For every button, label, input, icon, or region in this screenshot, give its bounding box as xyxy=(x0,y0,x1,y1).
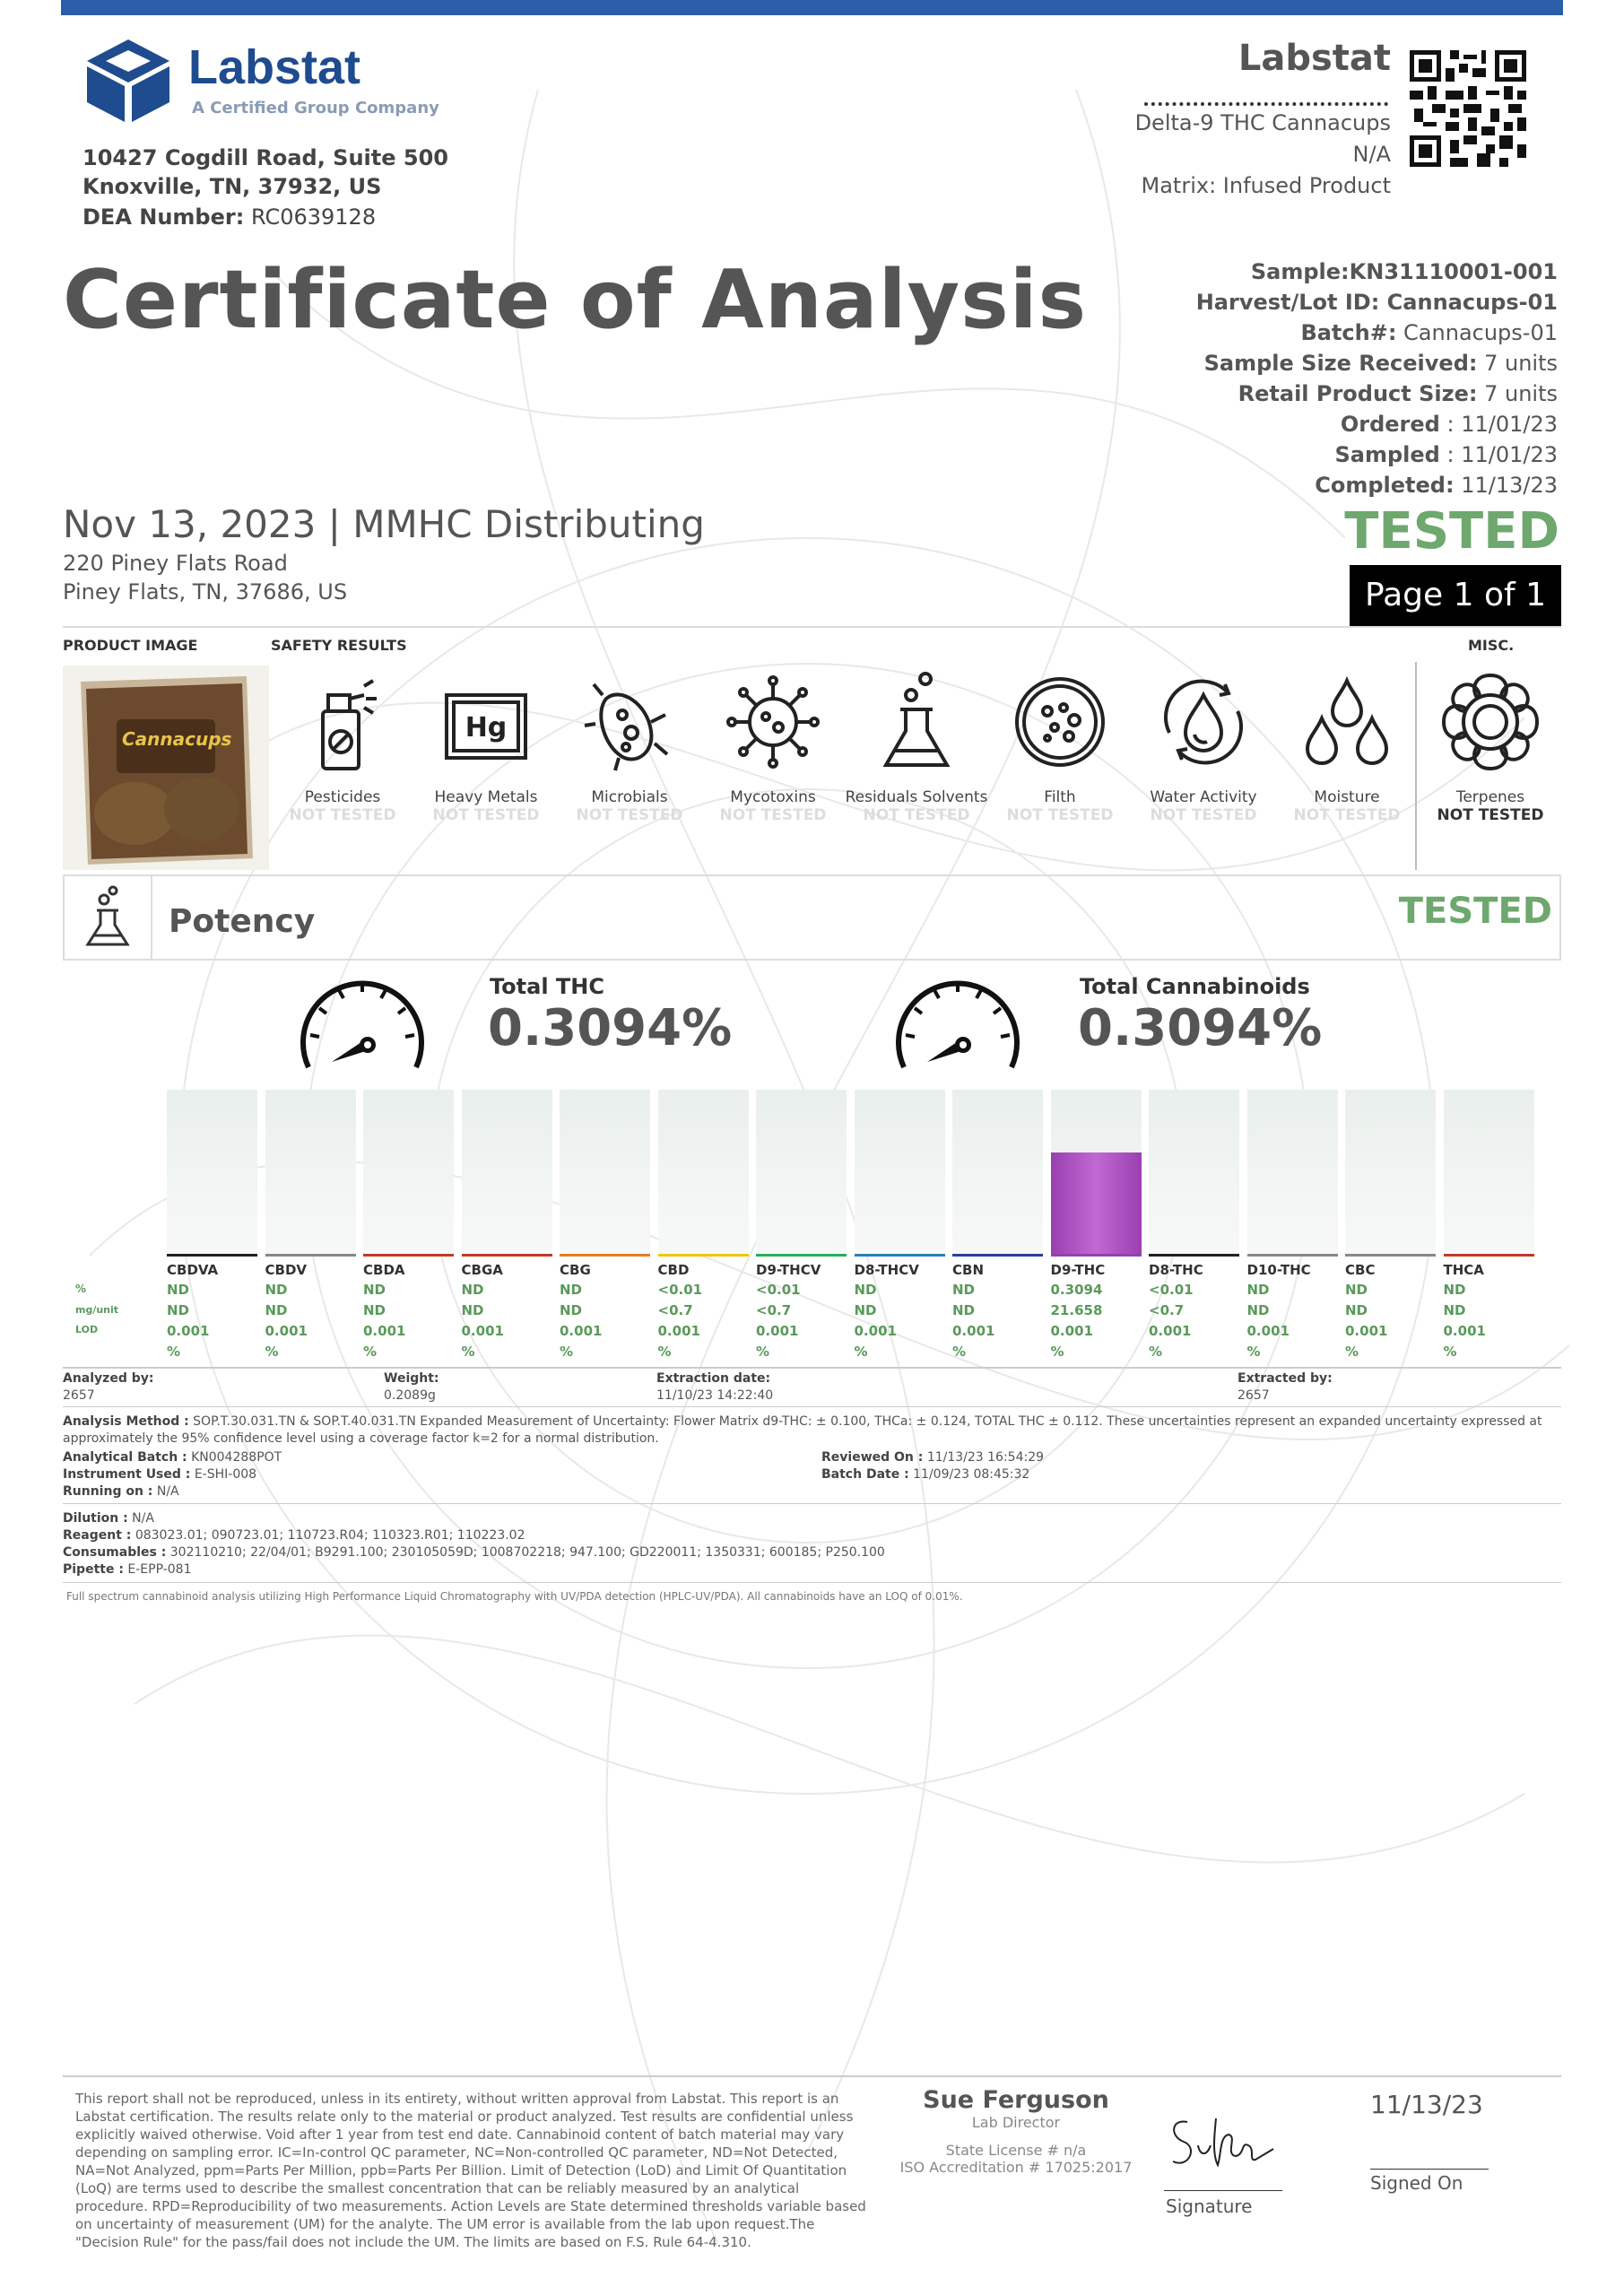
chart-column-underline xyxy=(855,1254,945,1257)
chart-category-label: CBC xyxy=(1345,1262,1376,1278)
chart-bar xyxy=(1051,1152,1142,1254)
batch-date-value: 11/09/23 08:45:32 xyxy=(908,1467,1030,1482)
chart-cell-pct: ND xyxy=(167,1282,190,1298)
iso-accreditation: ISO Accreditation # 17025:2017 xyxy=(899,2159,1133,2176)
chart-cell-lod: 0.001 xyxy=(1443,1323,1486,1339)
chart-cell-unit: % xyxy=(461,1344,475,1360)
dea-label: DEA Number: xyxy=(83,204,245,230)
chart-cell-pct: ND xyxy=(854,1282,877,1298)
potency-divider xyxy=(151,876,152,959)
signature-image xyxy=(1162,2109,1279,2185)
chart-column-bg xyxy=(1051,1090,1142,1254)
chart-column-bg xyxy=(560,1090,650,1254)
chart-column-underline xyxy=(952,1254,1043,1257)
signed-date: 11/13/23 xyxy=(1370,2090,1483,2119)
sample-info-label: Harvest/Lot ID: xyxy=(1195,290,1380,315)
chart-cell-pct: <0.01 xyxy=(1149,1282,1194,1298)
chart-cell-pct: ND xyxy=(363,1282,386,1298)
product-na: N/A xyxy=(1352,142,1391,167)
product-name: Delta-9 THC Cannacups xyxy=(1134,110,1391,135)
weight-value: 0.2089g xyxy=(384,1388,436,1403)
safety-item-filth xyxy=(988,668,1132,824)
chart-cell-unit: % xyxy=(1443,1344,1457,1360)
chart-column-underline xyxy=(265,1254,356,1257)
safety-name: Water Activity xyxy=(1150,788,1257,806)
chart-cell-lod: 0.001 xyxy=(1149,1323,1192,1339)
chart-cell-lod: 0.001 xyxy=(167,1323,210,1339)
bacteria-icon xyxy=(576,668,683,776)
potency-icon-wrap xyxy=(83,885,133,953)
chart-column-underline xyxy=(1345,1254,1436,1257)
chart-cell-lod: 0.001 xyxy=(265,1323,308,1339)
chart-cell-pct: ND xyxy=(1246,1282,1270,1298)
chart-cell-pct: ND xyxy=(1345,1282,1368,1298)
chart-cell-unit: % xyxy=(657,1344,672,1360)
total-thc-label: Total THC xyxy=(490,974,604,999)
flask-icon xyxy=(863,668,970,776)
chart-cell-unit: % xyxy=(167,1344,181,1360)
reagent xyxy=(63,1527,525,1544)
chart-cell-unit: % xyxy=(1345,1344,1359,1360)
analytical-batch-value: KN004288POT xyxy=(187,1450,282,1465)
chart-column-bg xyxy=(462,1090,552,1254)
reviewed-on-label: Reviewed On : xyxy=(821,1450,924,1465)
qr-code[interactable] xyxy=(1410,50,1526,170)
tested-status: TESTED xyxy=(1344,502,1559,561)
chart-cell-lod: 0.001 xyxy=(1345,1323,1388,1339)
chart-cell-unit: % xyxy=(363,1344,378,1360)
gauge-icon xyxy=(292,970,432,1078)
method-note: Full spectrum cannabinoid analysis utilizing High Performance Liquid Chromatography with UV/PDA detection (HPLC-UV/PDA). All cannabinoids have an LOQ of 0.01%. xyxy=(66,1590,963,1603)
consumables xyxy=(63,1544,885,1561)
page-indicator: Page 1 of 1 xyxy=(1350,565,1561,626)
sample-info-label: Sample Size Received: xyxy=(1203,351,1478,376)
chart-cell-mg: ND xyxy=(560,1302,583,1318)
pipette xyxy=(63,1561,191,1578)
safety-status: NOT TESTED xyxy=(576,806,683,824)
signer-block xyxy=(897,2086,1135,2176)
analytical-batch-label: Analytical Batch : xyxy=(63,1450,187,1465)
safety-name: Pesticides xyxy=(304,788,381,806)
chart-cell-pct: ND xyxy=(952,1282,976,1298)
chart-category-label: CBGA xyxy=(461,1262,503,1278)
qr-code-icon xyxy=(1410,50,1526,167)
product-info xyxy=(1014,108,1391,202)
sample-info-label: Retail Product Size: xyxy=(1238,381,1478,406)
chart-cell-lod: 0.001 xyxy=(657,1323,700,1339)
chart-cell-lod: 0.001 xyxy=(363,1323,406,1339)
chart-cell-pct: <0.01 xyxy=(756,1282,801,1298)
chart-category-label: D9-THCV xyxy=(756,1262,821,1278)
signed-on-line xyxy=(1370,2169,1489,2170)
chart-category-label: D8-THCV xyxy=(854,1262,919,1278)
row-label-lod: LOD xyxy=(75,1324,99,1335)
chart-category-label: CBG xyxy=(560,1262,591,1278)
sample-info xyxy=(1020,257,1558,500)
chart-category-label: CBDVA xyxy=(167,1262,219,1278)
sample-info-value: KN31110001-001 xyxy=(1349,259,1558,284)
product-image xyxy=(63,665,269,870)
chart-column-bg xyxy=(855,1090,945,1254)
extracted-by-value: 2657 xyxy=(1238,1388,1270,1403)
signature-line xyxy=(1164,2190,1282,2191)
extraction-date-label: Extraction date: xyxy=(656,1371,771,1386)
chart-column-underline xyxy=(658,1254,749,1257)
potency-status: TESTED xyxy=(1398,891,1552,932)
divider xyxy=(63,1503,1561,1504)
reagent-label: Reagent : xyxy=(63,1528,132,1543)
chart-cell-mg: ND xyxy=(1246,1302,1270,1318)
extraction-date-value: 11/10/23 14:22:40 xyxy=(656,1388,774,1403)
chart-column-underline xyxy=(462,1254,552,1257)
chart-cell-mg: ND xyxy=(1443,1302,1466,1318)
chart-column-bg xyxy=(363,1090,454,1254)
chart-cell-mg: ND xyxy=(363,1302,386,1318)
chart-cell-unit: % xyxy=(1246,1344,1261,1360)
chart-cell-mg: ND xyxy=(1345,1302,1368,1318)
extraction-date xyxy=(656,1370,773,1405)
chart-column-bg xyxy=(167,1090,257,1254)
dilution xyxy=(63,1510,154,1527)
lab-address-line1: 10427 Cogdill Road, Suite 500 xyxy=(83,145,448,170)
chart-cell-pct: <0.01 xyxy=(657,1282,703,1298)
safety-name: Residuals Solvents xyxy=(845,788,988,806)
instrument-label: Instrument Used : xyxy=(63,1467,191,1482)
safety-name: Microbials xyxy=(591,788,668,806)
chart-cell-mg: ND xyxy=(461,1302,484,1318)
pipette-value: E-EPP-081 xyxy=(123,1562,192,1577)
running-on-value: N/A xyxy=(152,1484,179,1499)
analyzed-by-label: Analyzed by: xyxy=(63,1371,154,1386)
sample-info-value: : 11/01/23 xyxy=(1439,442,1558,467)
safety-status: NOT TESTED xyxy=(719,806,827,824)
batch-date-label: Batch Date : xyxy=(821,1467,909,1482)
chart-category-label: D9-THC xyxy=(1050,1262,1106,1278)
page-title: Certificate of Analysis xyxy=(63,253,1088,347)
sample-info-row xyxy=(1020,439,1558,470)
chart-category-label: CBDV xyxy=(265,1262,308,1278)
lab-name: Labstat xyxy=(188,40,361,94)
chart-cell-mg: ND xyxy=(265,1302,288,1318)
misc-divider xyxy=(1415,662,1417,870)
chart-column-bg xyxy=(1444,1090,1534,1254)
cannabinoids-gauge xyxy=(888,970,1028,1082)
misc-name: Terpenes xyxy=(1455,788,1525,806)
svg-text:Hg: Hg xyxy=(465,712,508,744)
chart-column-underline xyxy=(1051,1254,1142,1257)
consumables-value: 302110210; 22/04/01; B9291.100; 230105059D; 1008702218; 947.100; GD220011; 1350331; 600185; P250.100 xyxy=(166,1545,885,1560)
chart-cell-mg: <0.7 xyxy=(657,1302,693,1318)
sample-info-label: Sample: xyxy=(1250,259,1350,284)
lab-tagline: A Certified Group Company xyxy=(192,99,439,117)
divider xyxy=(63,626,1561,628)
lab-address-line2: Knoxville, TN, 37932, US xyxy=(83,174,382,199)
chart-column-underline xyxy=(1444,1254,1534,1257)
weight-label: Weight: xyxy=(384,1371,439,1386)
chart-column-underline xyxy=(1247,1254,1338,1257)
chart-column-bg xyxy=(265,1090,356,1254)
safety-item-residuals-solvents xyxy=(845,668,988,824)
total-cannabinoids-value: 0.3094% xyxy=(1078,999,1323,1057)
sample-info-label: Sampled xyxy=(1334,442,1440,467)
sample-info-label: Completed: xyxy=(1315,473,1455,498)
divider xyxy=(63,1406,1561,1407)
signer-title: Lab Director xyxy=(971,2114,1061,2131)
chart-cell-lod: 0.001 xyxy=(461,1323,504,1339)
chart-cell-lod: 0.001 xyxy=(952,1323,995,1339)
chart-cell-mg: <0.7 xyxy=(756,1302,792,1318)
safety-status: NOT TESTED xyxy=(289,806,396,824)
product-lab-name: Labstat xyxy=(1238,38,1391,79)
flower-icon xyxy=(1437,668,1544,776)
chart-cell-lod: 0.001 xyxy=(1246,1323,1290,1339)
chart-column-underline xyxy=(1149,1254,1239,1257)
running-on-label: Running on : xyxy=(63,1484,153,1499)
chart-column-underline xyxy=(363,1254,454,1257)
potency-title: Potency xyxy=(169,903,316,940)
safety-status: NOT TESTED xyxy=(863,806,970,824)
client-address xyxy=(63,549,347,606)
chart-column-bg xyxy=(952,1090,1043,1254)
disclaimer: This report shall not be reproduced, unless in its entirety, without written approval from Labstat. This report is an Labstat certification. The results relate only to the material or product analyzed. Test results are confidential unless explicitly waived otherwise. Void after 1 year from test end date. Cannabinoid content of batch material may vary depending on sampling error. IC=In-control QC parameter, NC=Non-controlled QC parameter, ND=Not Detected, NA=Not Analyzed, ppm=Parts Per Million, ppb=Parts Per Billion. Limit of Detection (LoD) and Limit Of Quantitation (LoQ) are terms used to describe the smallest concentration that can be reliably measured by an analytical procedure. RPD=Reproducibility of two measurements. Action Levels are State determined thresholds variable based on uncertainty of measurement (UM) for the analyte. The UM error is available from the lab upon request.The "Decision Rule" for the pass/fail does not include the UM. The limits are based on F.S. Rule 64-4.310. xyxy=(75,2091,866,2250)
product-package-image xyxy=(63,665,269,870)
chart-column-bg xyxy=(756,1090,847,1254)
top-accent-bar xyxy=(61,0,1563,15)
chart-column-bg xyxy=(1345,1090,1436,1254)
chart-cell-unit: % xyxy=(952,1344,967,1360)
reagent-value: 083023.01; 090723.01; 110723.R04; 110323.R01; 110223.02 xyxy=(131,1528,525,1543)
misc-header: MISC. xyxy=(1468,637,1515,654)
chart-column-underline xyxy=(560,1254,650,1257)
misc-status: NOT TESTED xyxy=(1437,806,1544,824)
analysis-method-label: Analysis Method : xyxy=(63,1414,189,1429)
sample-info-row xyxy=(1020,470,1558,500)
handwritten-signature xyxy=(1162,2109,1279,2181)
row-label-pct: % xyxy=(75,1283,87,1295)
divider xyxy=(63,1582,1561,1583)
safety-name: Mycotoxins xyxy=(730,788,816,806)
batch-date xyxy=(821,1466,1029,1483)
client-heading: Nov 13, 2023 | MMHC Distributing xyxy=(63,502,705,546)
chart-category-label: THCA xyxy=(1443,1262,1484,1278)
sample-info-row xyxy=(1020,257,1558,287)
sample-info-value: 11/13/23 xyxy=(1454,473,1558,498)
extracted-by-label: Extracted by: xyxy=(1238,1371,1333,1386)
labstat-logo xyxy=(81,36,176,129)
chart-category-label: CBD xyxy=(657,1262,690,1278)
safety-item-pesticides xyxy=(271,668,414,824)
chart-cell-unit: % xyxy=(756,1344,770,1360)
chart-category-label: CBN xyxy=(952,1262,984,1278)
safety-item-water-activity xyxy=(1132,668,1275,824)
sample-info-row xyxy=(1020,409,1558,439)
water-drop-icon xyxy=(1150,668,1257,776)
reviewed-on-value: 11/13/23 16:54:29 xyxy=(923,1450,1045,1465)
safety-status: NOT TESTED xyxy=(1150,806,1257,824)
chart-cell-mg: 21.658 xyxy=(1050,1302,1103,1318)
instrument-value: E-SHI-008 xyxy=(190,1467,257,1482)
chart-category-label: D8-THC xyxy=(1149,1262,1203,1278)
sample-info-value: 7 units xyxy=(1477,381,1558,406)
flask-icon xyxy=(83,885,133,950)
safety-status: NOT TESTED xyxy=(1293,806,1401,824)
extracted-by xyxy=(1238,1370,1333,1405)
dotted-divider xyxy=(1144,102,1388,106)
instrument-used xyxy=(63,1466,256,1483)
chart-cell-mg: ND xyxy=(854,1302,877,1318)
total-thc-value: 0.3094% xyxy=(488,999,733,1057)
total-cannabinoids-label: Total Cannabinoids xyxy=(1080,974,1310,999)
droplets-icon xyxy=(1293,668,1401,776)
chart-column-bg xyxy=(1149,1090,1239,1254)
chart-cell-lod: 0.001 xyxy=(560,1323,603,1339)
safety-results-header: SAFETY RESULTS xyxy=(271,637,407,654)
chart-cell-lod: 0.001 xyxy=(854,1323,897,1339)
chart-cell-mg: <0.7 xyxy=(1149,1302,1185,1318)
thc-gauge xyxy=(292,970,432,1082)
sample-info-row xyxy=(1020,287,1558,317)
hg-icon xyxy=(432,668,540,776)
product-image-header: PRODUCT IMAGE xyxy=(63,637,198,654)
chart-cell-mg: ND xyxy=(952,1302,976,1318)
safety-name: Filth xyxy=(1044,788,1076,806)
chart-column-underline xyxy=(756,1254,847,1257)
chart-column-underline xyxy=(167,1254,257,1257)
sample-info-row xyxy=(1020,317,1558,348)
row-label-mg: mg/unit xyxy=(75,1304,119,1316)
safety-status: NOT TESTED xyxy=(1006,806,1114,824)
chart-cell-pct: ND xyxy=(461,1282,484,1298)
weight xyxy=(384,1370,439,1405)
sample-info-value: : 11/01/23 xyxy=(1439,412,1558,437)
gauge-icon xyxy=(888,970,1028,1078)
chart-column-bg xyxy=(1247,1090,1338,1254)
virus-icon xyxy=(719,668,827,776)
product-image-label: Cannacups xyxy=(122,728,232,750)
analyzed-by-value: 2657 xyxy=(63,1388,95,1403)
safety-name: Heavy Metals xyxy=(434,788,538,806)
product-matrix: Matrix: Infused Product xyxy=(1141,173,1391,198)
sample-info-label: Ordered xyxy=(1340,412,1440,437)
safety-item-mycotoxins xyxy=(701,668,845,824)
analytical-batch xyxy=(63,1449,282,1466)
chart-cell-unit: % xyxy=(1050,1344,1064,1360)
potency-header xyxy=(63,874,1561,961)
dea-value: RC0639128 xyxy=(250,204,377,230)
signed-on-label: Signed On xyxy=(1370,2172,1463,2194)
footer-divider xyxy=(63,2075,1561,2077)
sample-info-row xyxy=(1020,378,1558,409)
safety-item-microbials xyxy=(558,668,701,824)
chart-column-bg xyxy=(658,1090,749,1254)
safety-status: NOT TESTED xyxy=(432,806,540,824)
chart-category-label: CBDA xyxy=(363,1262,405,1278)
sample-info-value: Cannacups-01 xyxy=(1396,320,1558,345)
safety-item-heavy-metals xyxy=(414,668,558,824)
chart-cell-mg: ND xyxy=(167,1302,190,1318)
chart-cell-lod: 0.001 xyxy=(756,1323,799,1339)
safety-item-moisture xyxy=(1275,668,1419,824)
running-on xyxy=(63,1483,179,1500)
dilution-label: Dilution : xyxy=(63,1511,128,1526)
consumables-label: Consumables : xyxy=(63,1545,167,1560)
spray-bottle-icon xyxy=(289,668,396,776)
chart-cell-pct: 0.3094 xyxy=(1050,1282,1103,1298)
chart-cell-unit: % xyxy=(854,1344,868,1360)
petri-dish-icon xyxy=(1006,668,1114,776)
safety-name: Moisture xyxy=(1314,788,1380,806)
sample-info-label: Batch#: xyxy=(1300,320,1397,345)
chart-category-label: D10-THC xyxy=(1246,1262,1311,1278)
signer-name: Sue Ferguson xyxy=(923,2086,1109,2114)
sample-info-value: 7 units xyxy=(1477,351,1558,376)
client-address2: Piney Flats, TN, 37686, US xyxy=(63,579,348,604)
client-address1: 220 Piney Flats Road xyxy=(63,551,288,576)
dilution-value: N/A xyxy=(127,1511,154,1526)
labstat-logo-icon xyxy=(81,36,176,126)
chart-cell-pct: ND xyxy=(265,1282,288,1298)
pipette-label: Pipette : xyxy=(63,1562,124,1577)
sample-info-value: Cannacups-01 xyxy=(1379,290,1558,315)
dea-number xyxy=(83,203,376,232)
analysis-method-value: SOP.T.30.031.TN & SOP.T.40.031.TN Expanded Measurement of Uncertainty: Flower Matrix d9-THC: ± 0.100, THCa: ± 0.124, TOTAL THC ± 0.112. These uncertainties represent an expanded uncertainty expressed at approximately the 95% confidence level using a coverage factor k=2 for a normal distribution. xyxy=(63,1414,1542,1446)
analyzed-by xyxy=(63,1370,153,1405)
chart-cell-unit: % xyxy=(1149,1344,1163,1360)
analysis-method xyxy=(63,1413,1560,1448)
divider xyxy=(63,1367,1561,1369)
chart-cell-lod: 0.001 xyxy=(1050,1323,1093,1339)
sample-info-row xyxy=(1020,348,1558,378)
reviewed-on xyxy=(821,1449,1044,1466)
chart-cell-pct: ND xyxy=(1443,1282,1466,1298)
chart-cell-unit: % xyxy=(265,1344,279,1360)
signature-label: Signature xyxy=(1166,2196,1253,2217)
chart-cell-unit: % xyxy=(560,1344,574,1360)
chart-cell-pct: ND xyxy=(560,1282,583,1298)
misc-terpenes xyxy=(1419,668,1562,824)
state-license: State License # n/a xyxy=(945,2142,1087,2159)
